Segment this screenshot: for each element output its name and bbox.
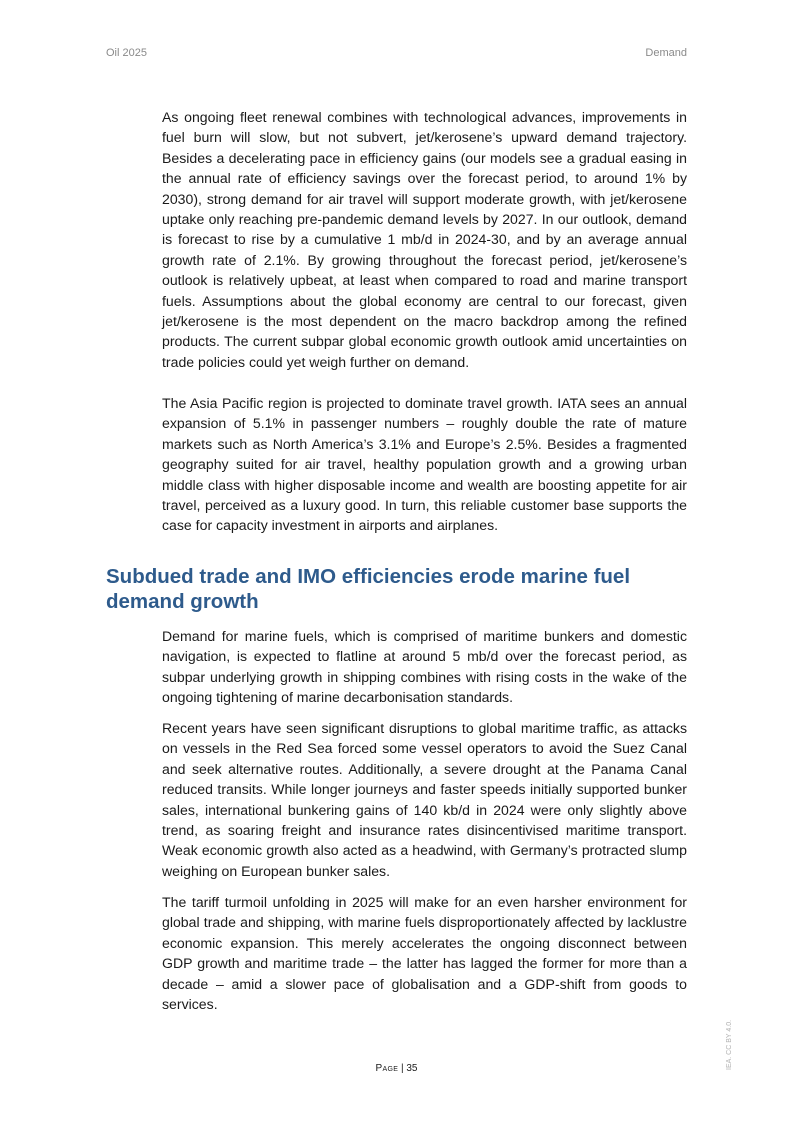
license-note: IEA. CC BY 4.0.: [726, 1019, 733, 1070]
page-separator: |: [400, 1063, 404, 1074]
body-paragraph-asia-pacific-travel: The Asia Pacific region is projected to dominate travel growth. IATA sees an annual expansion of 5.1% in passenger numbers – roughly double the rate of mature markets such as North America’s 3.1% and Europe’s 2.5%. Besides a fragmented geography suited for air travel, healthy population growth and a growing urban middle class with higher disposable income and wealth are boosting appetite for air travel, perceived as a luxury good. In turn, this reliable customer base supports the case for capacity investment in airports and airplanes.: [162, 395, 687, 534]
page-label: Page: [375, 1063, 399, 1074]
running-header-chapter: Demand: [645, 47, 687, 59]
body-paragraph-jet-kerosene-outlook: As ongoing fleet renewal combines with technological advances, improvements in fuel burn will slow, but not subvert, jet/kerosene’s upward demand trajectory. Besides a decelerating pace in efficiency gains (our models see a gradual easing in the annual rate of efficiency savings over the forecast period, to around 1% by 2030), strong demand for air travel will support moderate growth, with jet/kerosene uptake only reaching pre-pandemic demand levels by 2027. In our outlook, demand is forecast to rise by a cumulative 1 mb/d in 2024-30, and by an average annual growth rate of 2.1%. By growing throughout the forecast period, jet/kerosene’s outlook is relatively upbeat, at least when compared to road and marine transport fuels. Assumptions about the global economy are central to our forecast, given jet/kerosene is the most dependent on the macro backdrop among the refined products. The current subpar global economic growth outlook amid uncertainties on trade policies could yet weigh further on demand.: [162, 109, 687, 370]
page-footer: [0, 1063, 793, 1074]
running-header-title: Oil 2025: [106, 47, 147, 59]
body-paragraph-tariff-turmoil: The tariff turmoil unfolding in 2025 will make for an even harsher environment for global trade and shipping, with marine fuels disproportionately affected by lacklustre economic expansion. This merely accelerates the ongoing disconnect between GDP growth and maritime trade – the latter has lagged the former for more than a decade – amid a slower pace of globalisation and a GDP-shift from goods to services.: [162, 894, 687, 1013]
body-paragraph-marine-fuels-demand: Demand for marine fuels, which is comprised of maritime bunkers and domestic navigation, is expected to flatline at around 5 mb/d over the forecast period, as subpar underlying growth in shipping combines with rising costs in the wake of the ongoing tightening of marine decarbonisation standards.: [162, 628, 687, 706]
body-paragraph-maritime-disruptions: Recent years have seen significant disruptions to global maritime traffic, as attacks on vessels in the Red Sea forced some vessel operators to avoid the Suez Canal and seek alternative routes. Additionally, a severe drought at the Panama Canal reduced transits. While longer journeys and faster speeds initially supported bunker sales, international bunkering gains of 140 kb/d in 2024 were only slightly above trend, as soaring freight and insurance rates disincentivised maritime transport. Weak economic growth also acted as a headwind, with Germany’s protracted slump weighing on European bunker sales.: [162, 720, 687, 879]
page-number: 35: [406, 1063, 418, 1074]
section-heading: Subdued trade and IMO efficiencies erode marine fuel demand growth: [106, 565, 631, 613]
